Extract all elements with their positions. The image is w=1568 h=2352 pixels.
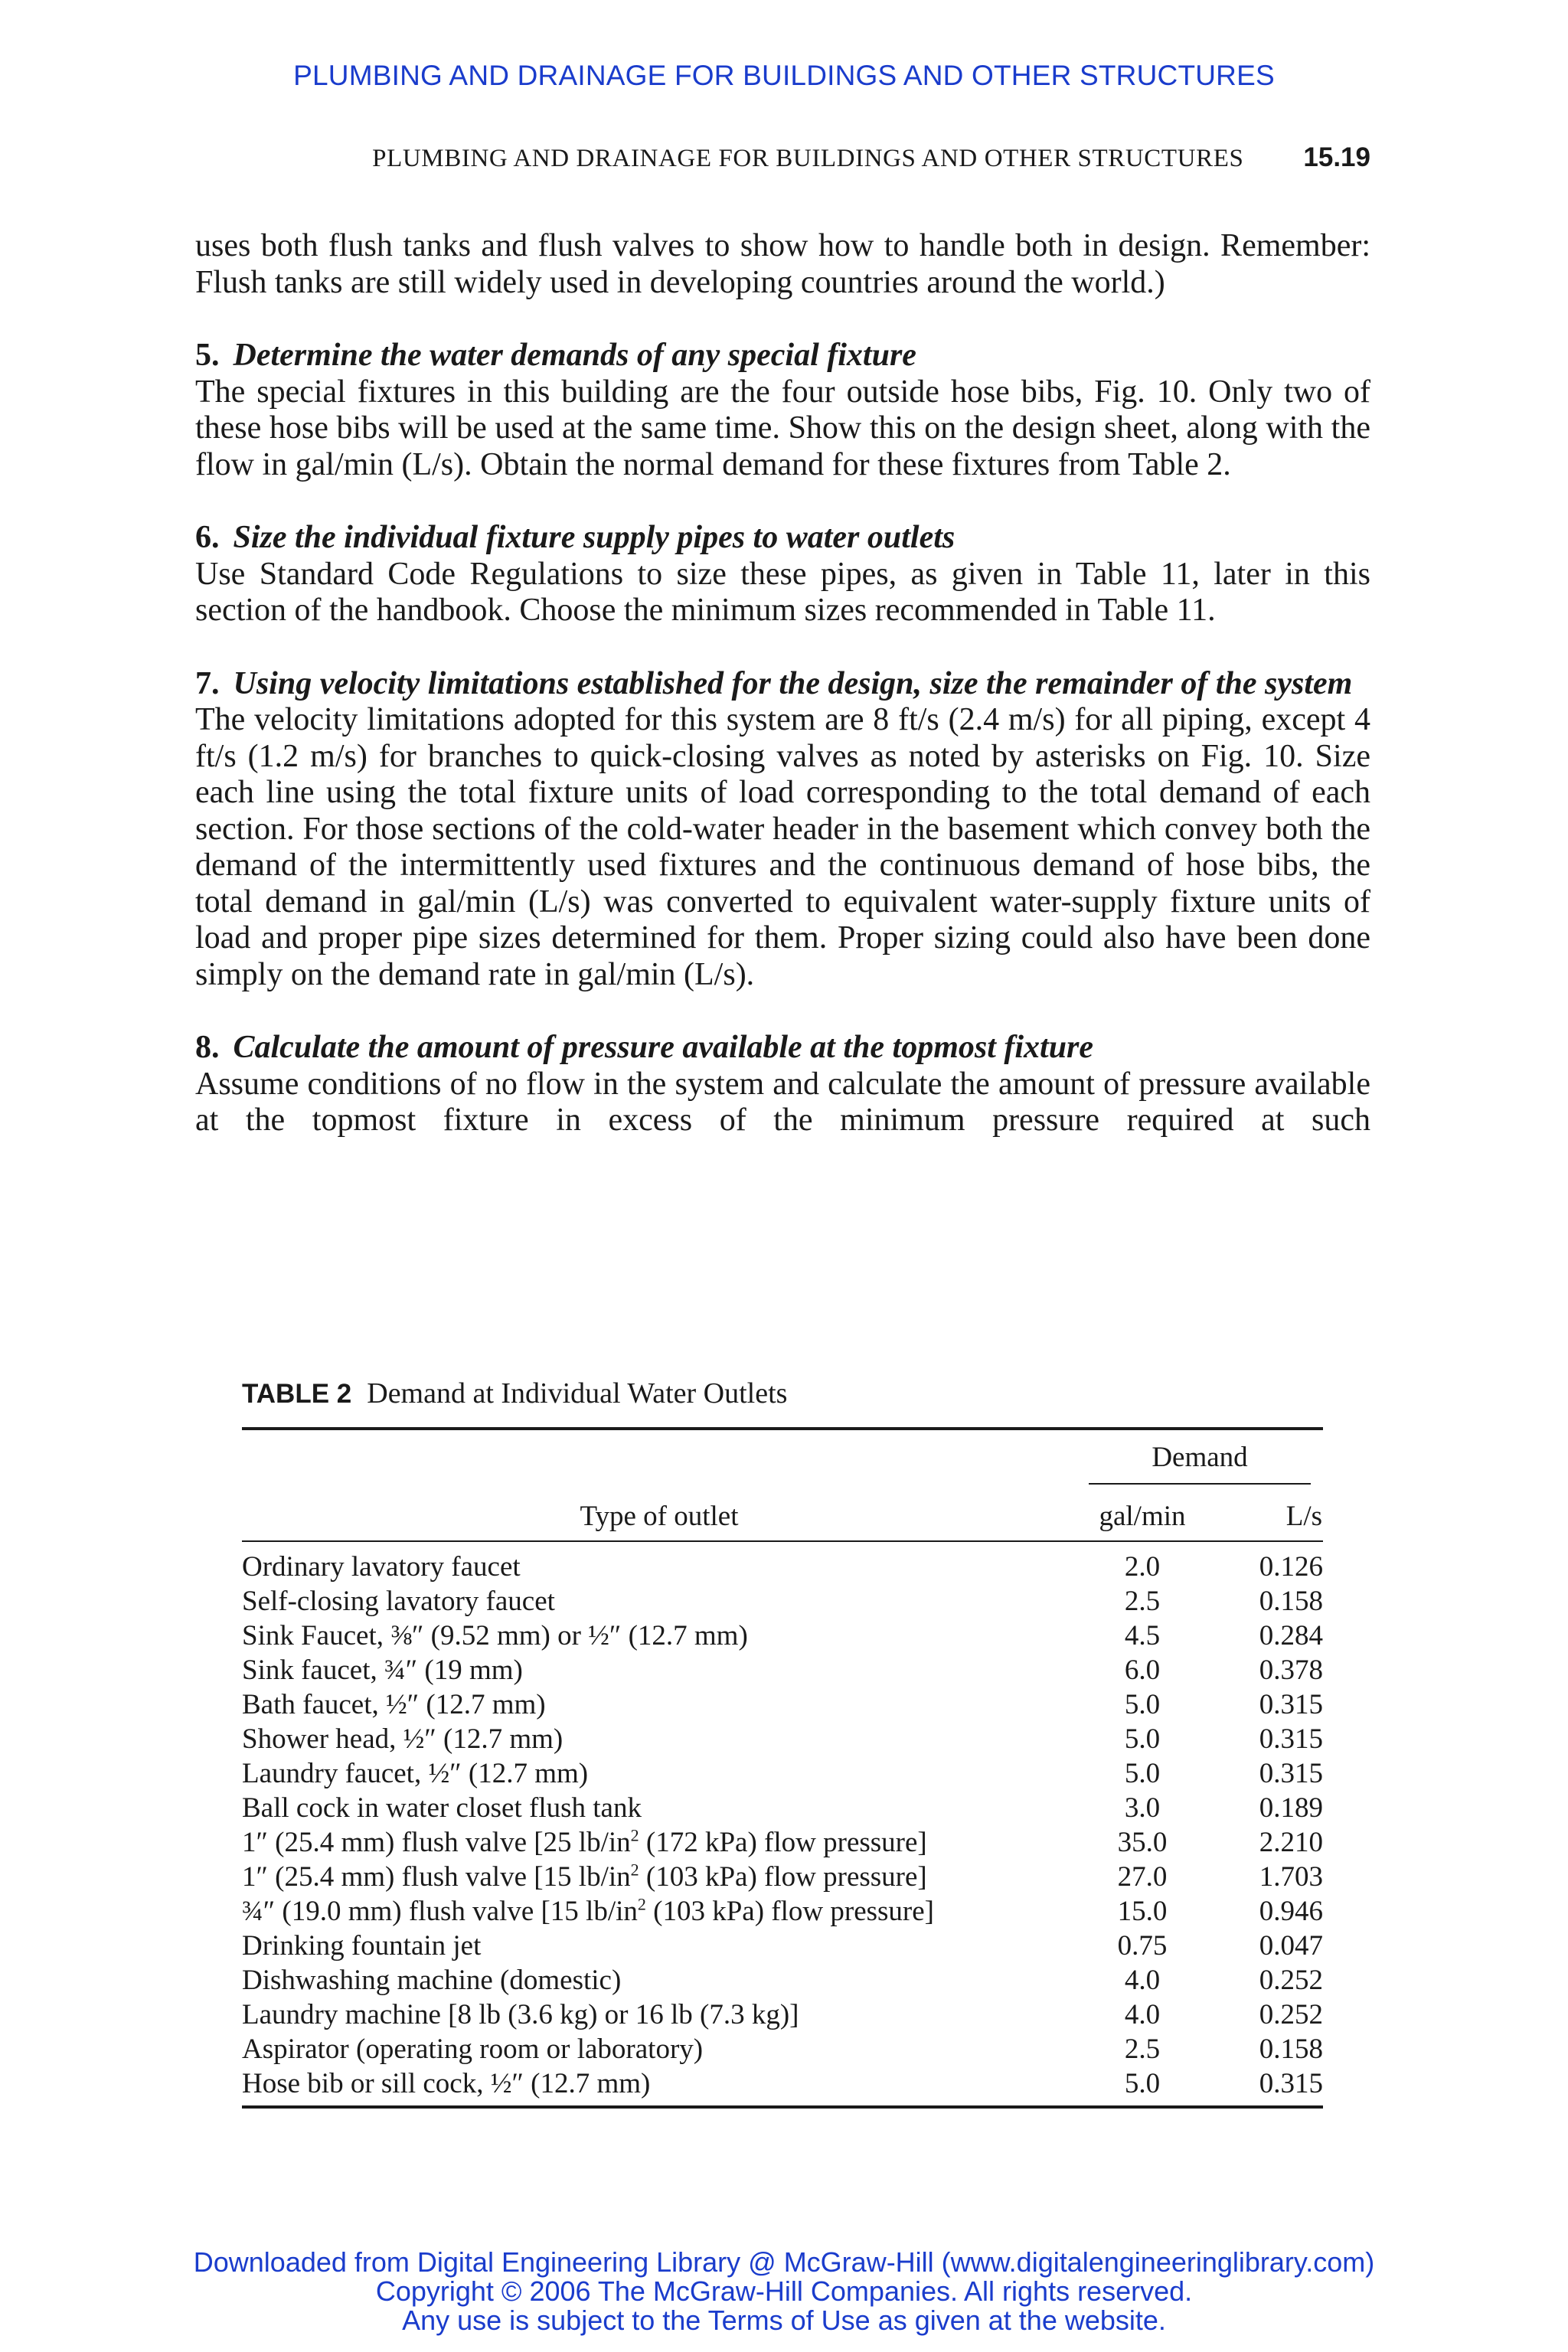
step-title: Determine the water demands of any special fixture	[233, 338, 916, 373]
gal-min-cell: 2.0	[1124, 1551, 1161, 1583]
table-row	[242, 1584, 1323, 1619]
outlet-type-cell: Sink Faucet, ⅜″ (9.52 mm) or ½″ (12.7 mm)	[242, 1620, 748, 1651]
gal-min-cell: 27.0	[1117, 1861, 1168, 1893]
outlet-type-cell: ¾″ (19.0 mm) flush valve [15 $lb/in^2$ (103 kPa) flow pressure]	[242, 1894, 934, 1927]
gal-min-cell: 4.5	[1124, 1620, 1161, 1651]
table-header-group-row	[242, 1429, 1323, 1494]
table-row	[242, 1541, 1323, 1584]
table-row	[242, 1963, 1323, 1998]
step-paragraph: Use Standard Code Regulations to size these pipes, as given in Table 11, later in this section of the handbook. Choose the minimum sizes recommended in Table 11.	[195, 556, 1370, 628]
liters-per-second-cell: 0.158	[1259, 1586, 1323, 1617]
outlet-type-cell: Ordinary lavatory faucet	[242, 1551, 521, 1583]
outlet-type-cell: Laundry faucet, ½″ (12.7 mm)	[242, 1758, 589, 1789]
table-header-gal: gal/min	[1076, 1494, 1208, 1541]
liters-per-second-cell: 0.315	[1259, 1723, 1323, 1755]
table-row	[242, 1929, 1323, 1963]
outlet-type-cell: 1″ (25.4 mm) flush valve [25 $lb/in^2$ (172 kPa) flow pressure]	[242, 1825, 927, 1858]
gal-min-cell: 2.5	[1124, 1586, 1161, 1617]
footer	[0, 2248, 1568, 2335]
running-head-title: PLUMBING AND DRAINAGE FOR BUILDINGS AND OTHER STRUCTURES	[372, 145, 1244, 172]
step-heading	[195, 338, 1370, 374]
table-row	[242, 1687, 1323, 1722]
table-row	[242, 1860, 1323, 1894]
footer-terms-line: Any use is subject to the Terms of Use as given at the website.	[402, 2305, 1166, 2336]
outlet-type-cell: Shower head, ½″ (12.7 mm)	[242, 1723, 564, 1755]
step-number: 5.	[195, 338, 220, 373]
outlet-type-cell: Drinking fountain jet	[242, 1930, 482, 1962]
gal-min-cell: 4.0	[1124, 1999, 1161, 2030]
step-paragraph: Assume conditions of no flow in the system and calculate the amount of pressure available at the topmost fixture in excess of the minimum pressure required at such	[195, 1066, 1370, 1138]
step-title: Size the individual fixture supply pipes to water outlets	[233, 520, 956, 555]
step-number: 8.	[195, 1030, 220, 1065]
table-header-type: Type of outlet	[242, 1494, 1076, 1541]
table-label: TABLE 2	[242, 1379, 352, 1409]
table-row	[242, 1653, 1323, 1687]
table-header-spacer	[242, 1429, 1076, 1494]
top-banner: PLUMBING AND DRAINAGE FOR BUILDINGS AND OTHER STRUCTURES	[293, 60, 1275, 91]
step-number: 6.	[195, 520, 220, 555]
table-header-ls: L/s	[1208, 1494, 1323, 1541]
liters-per-second-cell: 0.158	[1259, 2034, 1323, 2065]
gal-min-cell: 5.0	[1124, 1689, 1161, 1720]
liters-per-second-cell: 0.315	[1259, 1758, 1323, 1789]
outlet-type-cell: Aspirator (operating room or laboratory)	[242, 2034, 704, 2065]
step-8	[195, 1030, 1370, 1139]
intro-paragraph: uses both flush tanks and flush valves to show how to handle both in design. Remember: Flush tanks are still widely used in developing countries around the world.)	[195, 228, 1370, 300]
step-heading	[195, 666, 1370, 703]
outlet-type-cell: Dishwashing machine (domestic)	[242, 1965, 622, 1996]
table-row	[242, 2032, 1323, 2066]
table-row	[242, 1722, 1323, 1756]
table-title: Demand at Individual Water Outlets	[367, 1377, 788, 1410]
outlet-type-cell: Sink faucet, ¾″ (19 mm)	[242, 1655, 523, 1686]
gal-min-cell: 5.0	[1124, 2068, 1161, 2099]
step-5	[195, 338, 1370, 483]
table-row	[242, 1894, 1323, 1929]
gal-min-cell: 3.0	[1124, 1792, 1161, 1824]
liters-per-second-cell: 0.378	[1259, 1655, 1323, 1686]
step-title: Using velocity limitations established for the design, size the remainder of the system	[233, 665, 1353, 701]
gal-min-cell: 0.75	[1117, 1930, 1168, 1962]
gal-min-cell: 5.0	[1124, 1758, 1161, 1789]
table-grid	[242, 1427, 1323, 2109]
outlet-type-cell: Bath faucet, ½″ (12.7 mm)	[242, 1689, 546, 1720]
table-header-row	[242, 1494, 1323, 1541]
liters-per-second-cell: 0.315	[1259, 1689, 1323, 1720]
gal-min-cell: 5.0	[1124, 1723, 1161, 1755]
footer-download-line: Downloaded from Digital Engineering Library @ McGraw-Hill (www.digitalengineeringlibrary.com)	[193, 2246, 1375, 2278]
liters-per-second-cell: 0.946	[1259, 1896, 1323, 1927]
table-row	[242, 1756, 1323, 1791]
table-row	[242, 1998, 1323, 2032]
running-head	[195, 142, 1370, 173]
outlet-type-cell: Self-closing lavatory faucet	[242, 1586, 555, 1617]
body-text	[195, 228, 1370, 1139]
page-number: 15.19	[1303, 142, 1370, 172]
liters-per-second-cell: 1.703	[1259, 1861, 1323, 1893]
liters-per-second-cell: 0.126	[1259, 1551, 1323, 1583]
gal-min-cell: 35.0	[1117, 1827, 1168, 1858]
outlet-type-cell: Laundry machine [8 lb (3.6 kg) or 16 lb (7.3 kg)]	[242, 1999, 799, 2030]
liters-per-second-cell: 0.252	[1259, 1999, 1323, 2030]
gal-min-cell: 2.5	[1124, 2034, 1161, 2065]
liters-per-second-cell: 0.189	[1259, 1792, 1323, 1824]
outlet-type-cell: Hose bib or sill cock, ½″ (12.7 mm)	[242, 2068, 651, 2099]
table-caption	[242, 1377, 1323, 1410]
liters-per-second-cell: 0.284	[1259, 1620, 1323, 1651]
table-header-demand: Demand	[1076, 1429, 1323, 1494]
outlet-type-cell: 1″ (25.4 mm) flush valve [15 $lb/in^2$ (103 kPa) flow pressure]	[242, 1860, 927, 1893]
gal-min-cell: 15.0	[1117, 1896, 1168, 1927]
liters-per-second-cell: 0.252	[1259, 1965, 1323, 1996]
footer-copyright-line: Copyright © 2006 The McGraw-Hill Companies. All rights reserved.	[375, 2275, 1193, 2307]
outlet-type-cell: Ball cock in water closet flush tank	[242, 1792, 642, 1824]
gal-min-cell: 6.0	[1124, 1655, 1161, 1686]
liters-per-second-cell: 0.315	[1259, 2068, 1323, 2099]
demand-table	[242, 1377, 1323, 2109]
step-title: Calculate the amount of pressure available at the topmost fixture	[233, 1030, 1094, 1065]
table-row	[242, 1619, 1323, 1653]
liters-per-second-cell: 2.210	[1259, 1827, 1323, 1858]
step-paragraph: The velocity limitations adopted for this system are 8 ft/s (2.4 m/s) for all piping, except 4 ft/s (1.2 m/s) for branches to quick-closing valves as noted by asterisks on Fig. 10. Size each line using the total fixture units of load corresponding to the total demand of each section. For those sections of the cold-water header in the basement which convey both the demand of the intermittently used fixtures and the continuous demand of hose bibs, the total demand in gal/min (L/s) was converted to equivalent water-supply fixture units of load and proper pipe sizes determined for them. Proper sizing could also have been done simply on the demand rate in gal/min (L/s).	[195, 702, 1370, 992]
step-paragraph: The special fixtures in this building are the four outside hose bibs, Fig. 10. Only two of these hose bibs will be used at the same time. Show this on the design sheet, along with the flow in gal/min (L/s). Obtain the normal demand for these fixtures from Table 2.	[195, 374, 1370, 482]
step-number: 7.	[195, 665, 220, 701]
table-row	[242, 2066, 1323, 2107]
step-6	[195, 520, 1370, 629]
liters-per-second-cell: 0.047	[1259, 1930, 1323, 1962]
step-heading	[195, 520, 1370, 557]
table-body	[242, 1541, 1323, 2107]
gal-min-cell: 4.0	[1124, 1965, 1161, 1996]
step-7	[195, 666, 1370, 994]
table-row	[242, 1791, 1323, 1825]
step-heading	[195, 1030, 1370, 1067]
table-row	[242, 1825, 1323, 1860]
